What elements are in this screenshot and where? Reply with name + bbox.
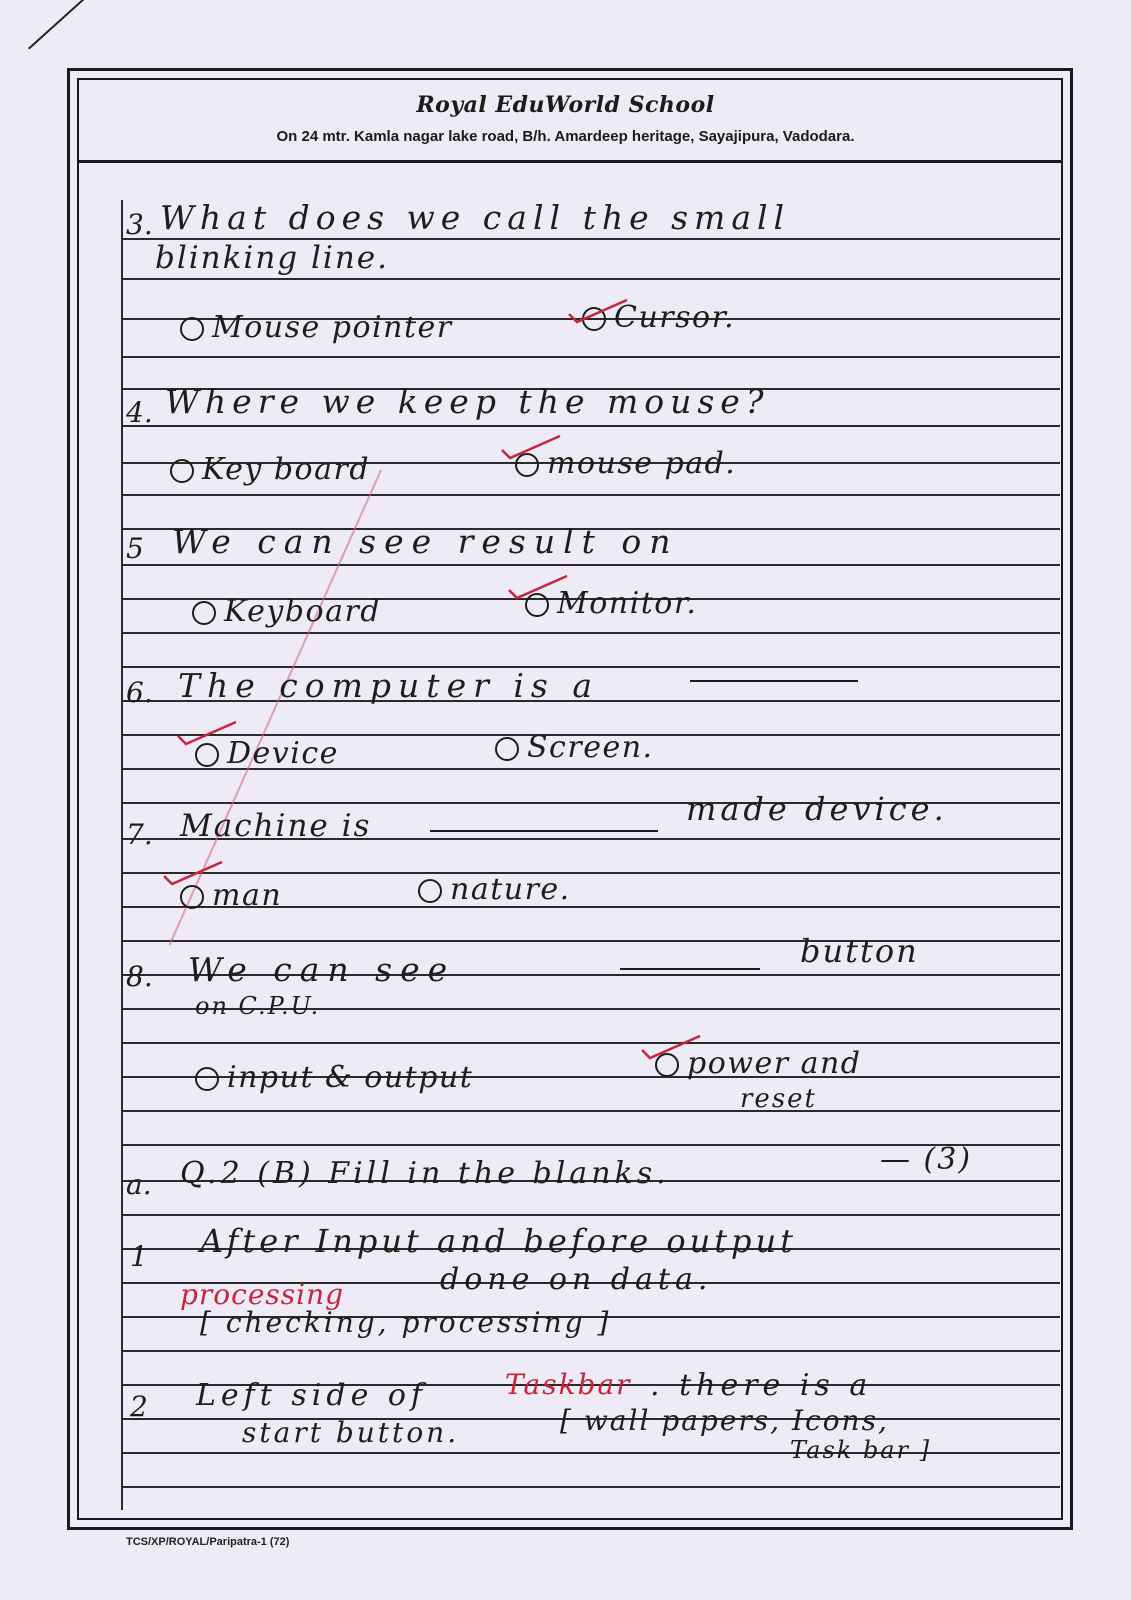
question-text: Where we keep the mouse? — [165, 382, 770, 421]
answer-circle — [180, 885, 204, 909]
ruled-line — [122, 356, 1060, 358]
question-text-end: made device. — [686, 790, 948, 828]
red-tick-mark — [160, 858, 230, 888]
school-name: Royal EduWorld School — [416, 92, 715, 118]
ruled-line — [122, 425, 1060, 427]
question-text: The computer is a — [178, 666, 600, 705]
ruled-line — [122, 872, 1060, 874]
red-tick-mark — [498, 432, 568, 462]
blank-question-text: After Input and before output — [200, 1222, 797, 1260]
blank-line — [620, 968, 760, 970]
option-a: Mouse pointer — [180, 310, 453, 345]
filled-answer: Taskbar — [505, 1368, 632, 1401]
ruled-line — [122, 1110, 1060, 1112]
blank-question-text: Left side of — [196, 1378, 428, 1413]
ruled-line — [122, 494, 1060, 496]
blank-hint: [ checking, processing ] — [200, 1306, 612, 1339]
ruled-line — [122, 1350, 1060, 1352]
option-a: Key board — [170, 452, 370, 487]
ruled-margin-line — [121, 200, 123, 1510]
question-number: 4. — [126, 396, 153, 429]
footer-code: TCS/XP/ROYAL/Paripatra-1 (72) — [126, 1536, 290, 1548]
ruled-line — [122, 940, 1060, 942]
option-a: input & output — [195, 1060, 473, 1095]
option-a: Keyboard — [192, 594, 381, 629]
question-number: 8. — [126, 960, 153, 993]
blank-line — [690, 680, 858, 682]
answer-circle — [170, 459, 194, 483]
option-a: Device — [195, 736, 339, 771]
option-b: Screen. — [495, 730, 654, 765]
ruled-line — [122, 278, 1060, 280]
question-text: What does we call the small — [160, 198, 791, 237]
blank-number: 1 — [130, 1240, 148, 1273]
option-b: Cursor. — [582, 300, 735, 335]
option-b: mouse pad. — [515, 446, 736, 481]
question-number: 6. — [126, 676, 153, 709]
question-number: 5 — [126, 532, 144, 565]
answer-circle — [418, 879, 442, 903]
page-fold-mark — [28, 0, 126, 49]
ruled-line — [122, 1214, 1060, 1216]
section-prefix: a. — [126, 1168, 152, 1201]
question-text: We can see result on — [172, 522, 679, 561]
option-b-line2: reset — [740, 1084, 817, 1114]
red-tick-mark — [638, 1032, 708, 1062]
red-tick-mark — [505, 572, 575, 602]
option-b: nature. — [418, 872, 571, 907]
answer-circle — [180, 317, 204, 341]
blank-line — [430, 830, 658, 832]
question-text-line2: blinking line. — [155, 240, 389, 276]
ruled-line — [122, 564, 1060, 566]
blank-hint-line2: Task bar ] — [790, 1436, 932, 1464]
question-text-end: button — [800, 932, 919, 970]
answer-circle — [192, 601, 216, 625]
answer-circle — [495, 737, 519, 761]
blank-question-text-line2: start button. — [242, 1416, 460, 1449]
option-b: Monitor. — [525, 586, 697, 621]
ruled-line — [122, 1042, 1060, 1044]
option-b: power and — [655, 1046, 862, 1081]
blank-question-text-end: . there is a — [650, 1368, 873, 1403]
ruled-line — [122, 632, 1060, 634]
blank-question-text-line2: done on data. — [440, 1262, 713, 1297]
red-tick-mark — [174, 718, 244, 748]
question-number: 3. — [126, 208, 153, 241]
blank-hint: [ wall papers, Icons, — [560, 1404, 889, 1437]
ruled-line — [122, 1486, 1060, 1488]
red-tick-mark — [565, 296, 635, 326]
question-text-line2: on C.P.U. — [195, 992, 321, 1020]
blank-number: 2 — [130, 1390, 148, 1423]
filled-answer: processing — [180, 1278, 345, 1311]
option-a: man — [180, 878, 282, 913]
answer-circle — [195, 1067, 219, 1091]
question-text: We can see — [188, 950, 456, 989]
header-divider — [79, 160, 1061, 163]
question-number: 7. — [126, 818, 153, 851]
school-address: On 24 mtr. Kamla nagar lake road, B/h. Amardeep heritage, Sayajipura, Vadodara. — [276, 128, 855, 145]
section-marks: — (3) — [880, 1142, 973, 1177]
section-heading: Q.2 (B) Fill in the blanks. — [180, 1156, 670, 1191]
question-text: Machine is — [180, 808, 372, 844]
